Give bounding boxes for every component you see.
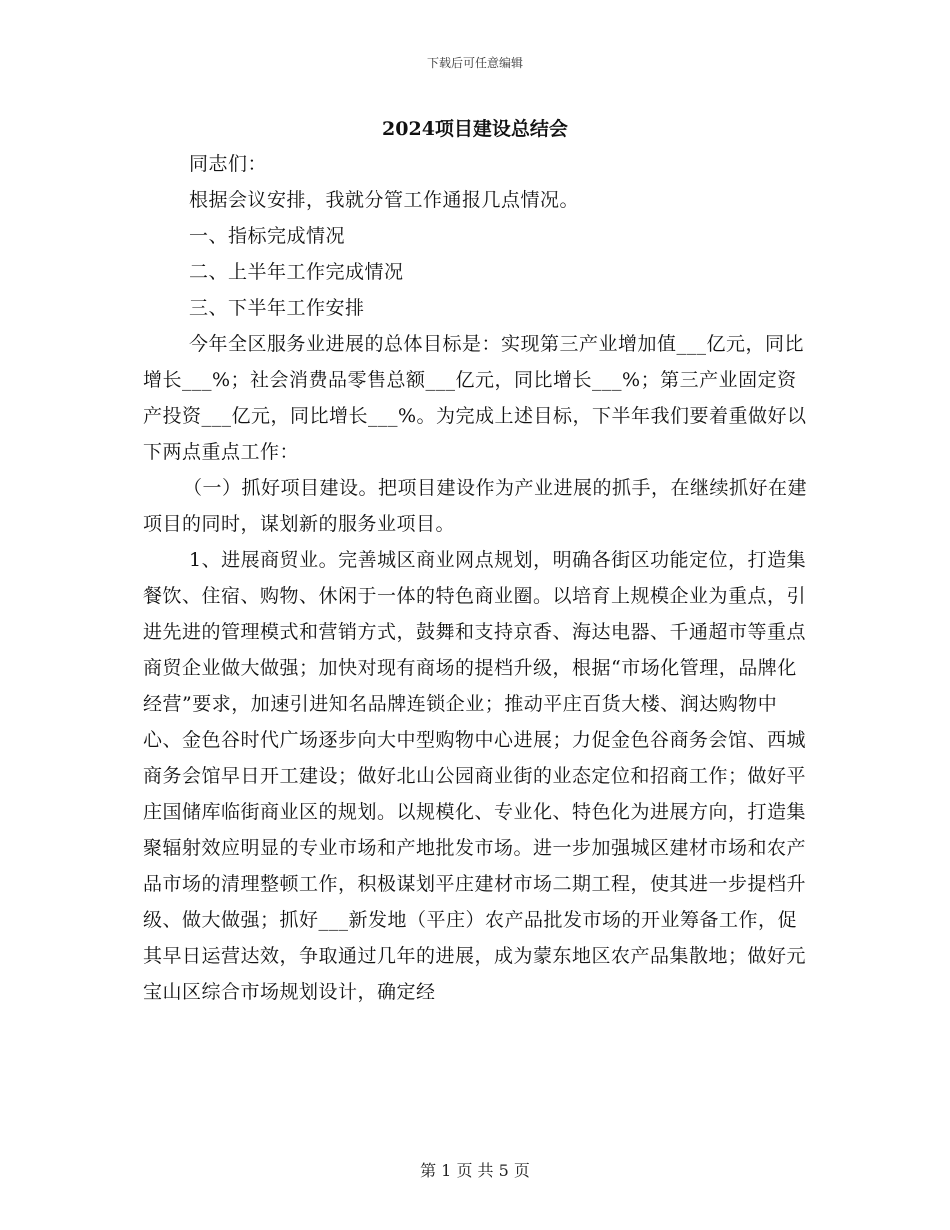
- header-note: 下载后可任意编辑: [426, 56, 523, 70]
- subsection-paragraph-1: （一）抓好项目建设。把项目建设作为产业进展的抓手，在继续抓好在建项目的同时，谋划新的服务业项目。: [143, 477, 808, 535]
- intro-paragraph: 根据会议安排，我就分管工作通报几点情况。: [189, 189, 580, 211]
- commerce-paragraph: 1、进展商贸业。完善城区商业网点规划，明确各街区功能定位，打造集餐饮、住宿、购物、休闲于一体的特色商业圈。以培育上规模企业为重点，引进先进的管理模式和营销方式，鼓舞和支持京香、海达电器、千通超市等重点商贸企业做大做强；加快对现有商场的提档升级，根据“市场化管理，品牌化经营”要求，加速引进知名品牌连锁企业；推动平庄百货大楼、润达购物中心、金色谷时代广场逐步向大中型购物中心进展；力促金色谷商务会馆、西城商务会馆早日开工建设；做好北山公园商业街的业态定位和招商工作；做好平庄国储库临街商业区的规划。以规模化、专业化、特色化为进展方向，打造集聚辐射效应明显的专业市场和产地批发市场。进一步加强城区建材市场和农产品市场的清理整顿工作，积极谋划平庄建材市场二期工程，使其进一步提档升级、做大做强；抓好___新发地（平庄）农产品批发市场的开业筹备工作，促其早日运营达效，争取通过几年的进展，成为蒙东地区农产品集散地；做好元宝山区综合市场规划设计，确定经: [143, 549, 807, 1003]
- section-heading-3: 三、下半年工作安排: [189, 297, 365, 319]
- goals-paragraph: 今年全区服务业进展的总体目标是：实现第三产业增加值___亿元，同比增长___%；社会消费品零售总额___亿元，同比增长___%；第三产业固定资产投资___亿元，同比增长___%。为完成上述目标，下半年我们要着重做好以下两点重点工作：: [143, 333, 807, 463]
- page-number-footer: 第 1 页 共 5 页: [420, 1161, 530, 1180]
- document-body: [143, 146, 813, 1010]
- document-title: 2024项目建设总结会: [382, 118, 568, 140]
- salutation-paragraph: 同志们：: [189, 153, 268, 175]
- section-heading-2: 二、上半年工作完成情况: [189, 261, 404, 283]
- section-heading-1: 一、指标完成情况: [189, 225, 346, 247]
